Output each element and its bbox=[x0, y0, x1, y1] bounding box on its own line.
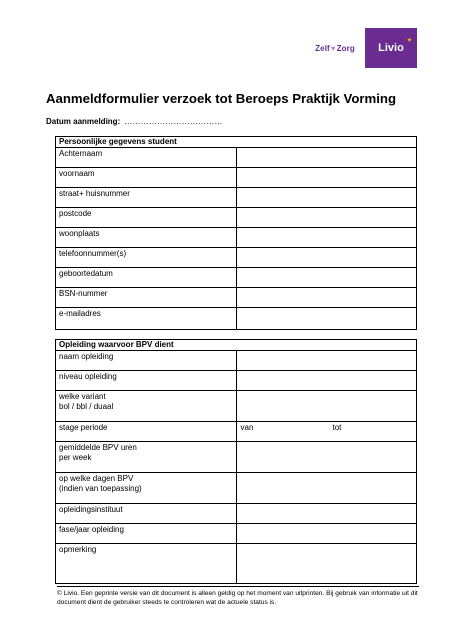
form-row bbox=[56, 391, 417, 422]
form-title: Aanmeldformulier verzoek tot Beroeps Praktijk Vorming bbox=[46, 91, 397, 106]
field-input[interactable] bbox=[236, 288, 417, 308]
field-input[interactable] bbox=[236, 371, 417, 391]
field-label-line2: (indien van toepassing) bbox=[59, 484, 142, 493]
field-input[interactable] bbox=[236, 351, 417, 371]
field-input[interactable] bbox=[236, 248, 417, 268]
field-label bbox=[56, 371, 237, 391]
field-input[interactable] bbox=[236, 148, 417, 168]
personal-details-table bbox=[55, 136, 417, 330]
field-label bbox=[56, 544, 237, 584]
form-row bbox=[56, 168, 417, 188]
field-input[interactable] bbox=[236, 504, 417, 524]
field-label bbox=[56, 524, 237, 544]
field-label-line2: per week bbox=[59, 453, 92, 462]
field-label-line2: bol / bbl / duaal bbox=[59, 402, 114, 411]
livio-logo bbox=[365, 28, 417, 68]
field-input[interactable] bbox=[236, 442, 417, 473]
form-row bbox=[56, 228, 417, 248]
field-label: e-mailadres bbox=[56, 308, 237, 330]
stage-tot-label: tot bbox=[332, 423, 342, 432]
field-label bbox=[56, 473, 237, 504]
form-row bbox=[56, 504, 417, 524]
field-input[interactable] bbox=[236, 544, 417, 584]
form-row bbox=[56, 371, 417, 391]
field-label bbox=[56, 442, 237, 473]
field-input[interactable] bbox=[236, 168, 417, 188]
field-label: geboortedatum bbox=[56, 268, 237, 288]
field-label bbox=[56, 422, 237, 442]
logo-text-zelf: Zelf bbox=[315, 43, 330, 53]
field-label-line1: niveau opleiding bbox=[59, 372, 117, 381]
field-label: woonplaats bbox=[56, 228, 237, 248]
field-input[interactable] bbox=[236, 422, 417, 442]
field-label: telefoonnummer(s) bbox=[56, 248, 237, 268]
form-row bbox=[56, 248, 417, 268]
section-header-personal: Persoonlijke gegevens student bbox=[56, 137, 417, 148]
field-label: Achternaam bbox=[56, 148, 237, 168]
form-row bbox=[56, 473, 417, 504]
field-label bbox=[56, 504, 237, 524]
form-row bbox=[56, 544, 417, 584]
field-label: postcode bbox=[56, 208, 237, 228]
field-input[interactable] bbox=[236, 188, 417, 208]
form-row bbox=[56, 422, 417, 442]
date-label: Datum aanmelding: bbox=[46, 117, 121, 126]
field-label-line1: fase/jaar opleiding bbox=[59, 525, 124, 534]
form-row bbox=[56, 268, 417, 288]
field-label-line1: welke variant bbox=[59, 392, 106, 401]
form-row bbox=[56, 351, 417, 371]
field-label-line1: op welke dagen BPV bbox=[59, 474, 134, 483]
form-row bbox=[56, 208, 417, 228]
field-label: BSN-nummer bbox=[56, 288, 237, 308]
field-label bbox=[56, 351, 237, 371]
field-label-line1: opleidingsinstituut bbox=[59, 505, 123, 514]
heart-icon: ♥ bbox=[330, 43, 336, 53]
field-input[interactable] bbox=[236, 268, 417, 288]
footer-disclaimer: © Livio. Een geprinte versie van dit document is alleen geldig op het moment van uitprinten. Bij gebruik van informatie uit dit document dient de gebruiker steeds te controleren wat de actuele status is. bbox=[57, 586, 419, 607]
field-label-line1: stage periode bbox=[59, 423, 108, 432]
form-row bbox=[56, 148, 417, 168]
field-label bbox=[56, 391, 237, 422]
field-label: voornaam bbox=[56, 168, 237, 188]
field-label-line1: opmerking bbox=[59, 545, 97, 554]
field-input[interactable] bbox=[236, 308, 417, 330]
zelfzorg-livio-logo bbox=[305, 28, 417, 68]
field-input[interactable] bbox=[236, 524, 417, 544]
logo-text-livio: Livio bbox=[378, 42, 404, 54]
section-header-education: Opleiding waarvoor BPV dient bbox=[56, 340, 417, 351]
education-table bbox=[55, 339, 417, 584]
field-input[interactable] bbox=[236, 208, 417, 228]
zelfzorg-logo bbox=[305, 28, 365, 68]
form-row bbox=[56, 308, 417, 330]
date-field[interactable]: ……………………………… bbox=[124, 117, 223, 126]
form-row bbox=[56, 442, 417, 473]
logo-text-zorg: Zorg bbox=[336, 43, 355, 53]
form-row bbox=[56, 288, 417, 308]
form-row bbox=[56, 524, 417, 544]
field-input[interactable] bbox=[236, 228, 417, 248]
date-line bbox=[46, 117, 223, 126]
field-label-line1: naam opleiding bbox=[59, 352, 114, 361]
sparkle-icon: ✦ bbox=[406, 38, 412, 44]
field-label: straat+ huisnummer bbox=[56, 188, 237, 208]
field-input[interactable] bbox=[236, 473, 417, 504]
stage-van-label: van bbox=[240, 423, 254, 432]
field-input[interactable] bbox=[236, 391, 417, 422]
form-row bbox=[56, 188, 417, 208]
field-label-line1: gemiddelde BPV uren bbox=[59, 443, 137, 452]
